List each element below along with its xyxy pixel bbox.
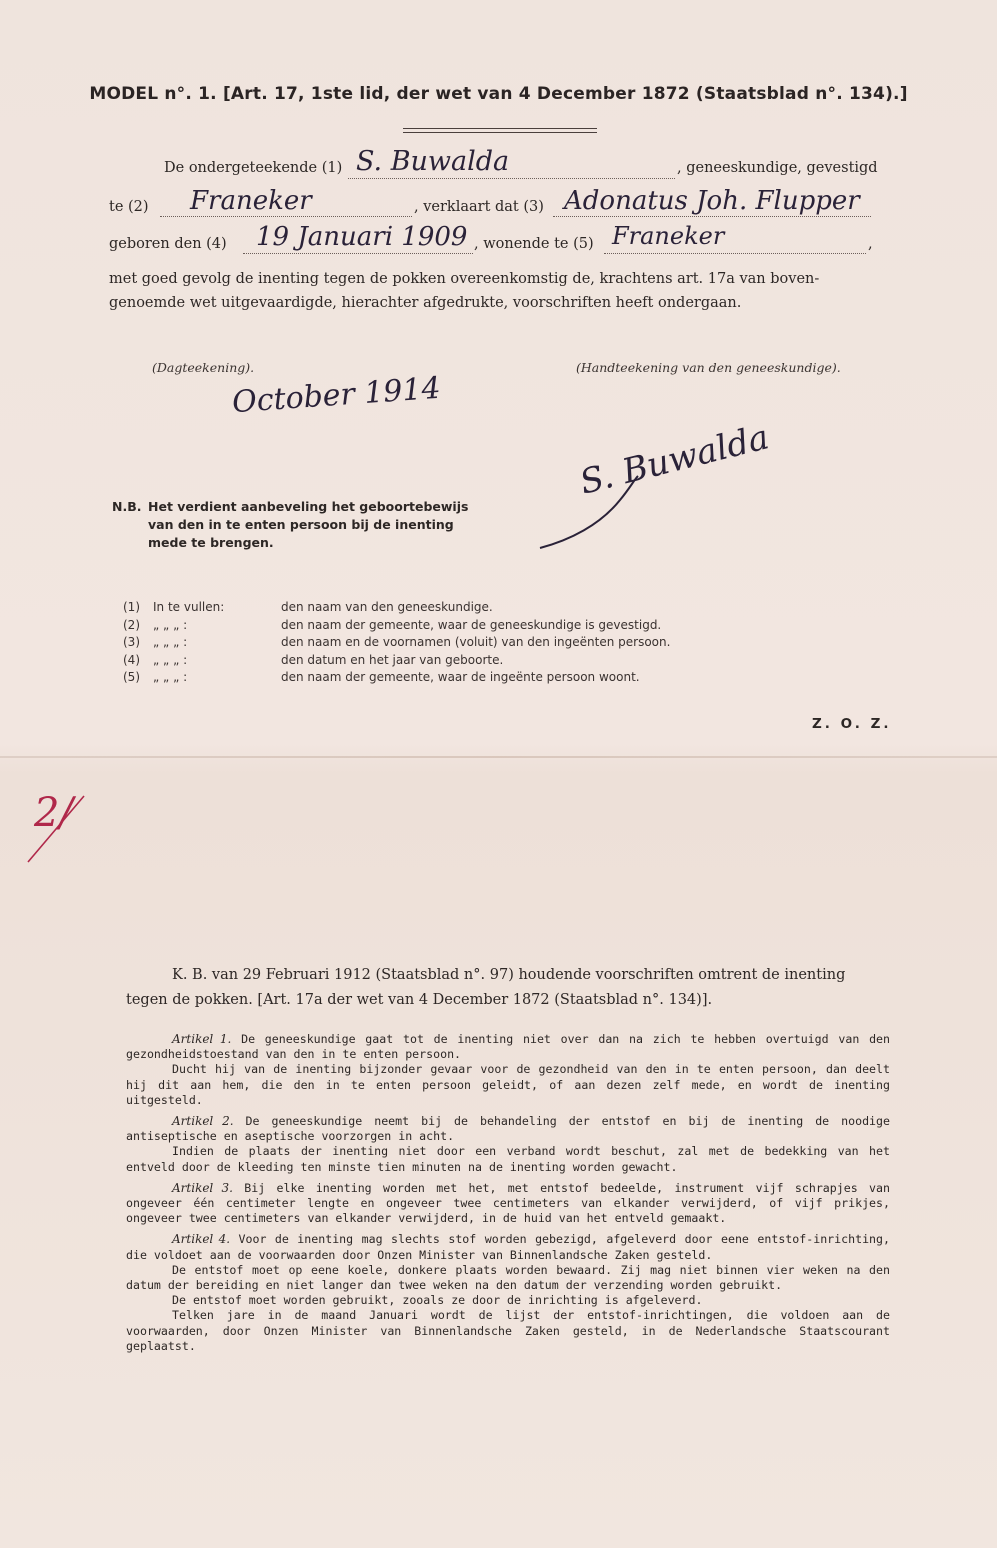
handwritten-person: Adonatus Joh. Flupper xyxy=(564,186,860,216)
article-text: Ducht hij van de inenting bijzonder gevaar voor de gezondheid van den in te enten persoon, dan deelt hij dit aan hem, die den in te enten persoon geleidt, of aan dezen zelf mede, en wordt de inenting uitgesteld. xyxy=(126,1062,890,1107)
decree-heading xyxy=(126,963,886,1013)
decl-line3-suffix: , xyxy=(868,236,873,252)
article-text: Indien de plaats der inenting niet door een verband wordt beschut, zal met de bedekking van het entveld door de kleeding ten minste tien minuten na de inenting worden gewacht. xyxy=(126,1144,890,1174)
nb-line1: Het verdient aanbeveling het geboortebewijs xyxy=(148,499,469,514)
document-title: MODEL n°. 1. [Art. 17, 1ste lid, der wet van 4 December 1872 (Staatsblad n°. 134).] xyxy=(89,84,908,104)
signature-label: (Handteekening van den geneeskundige). xyxy=(576,360,841,375)
handwritten-place: Franeker xyxy=(190,186,312,216)
red-mark-text: 2/ xyxy=(34,790,73,836)
article-label: Artikel 3. xyxy=(172,1180,233,1195)
article-text: Voor de inenting mag slechts stof worden gebezigd, afgeleverd door eene entstof-inrichting, die voldoet aan de voorwaarden door Onzen Minister van Binnenlandsche Zaken gesteld. xyxy=(126,1232,890,1262)
blank-residence xyxy=(604,253,866,254)
nb-note xyxy=(112,498,542,552)
article-text: De entstof moet op eene koele, donkere plaats worden bewaard. Zij mag niet binnen vier weken na den datum der bereiding en niet langer dan twee weken na den datum der verzending worden gebruikt. xyxy=(126,1262,890,1293)
title-rule-top xyxy=(403,128,597,129)
decl-line2-prefix: te (2) xyxy=(109,199,149,215)
paper-fold-line xyxy=(0,756,997,758)
signature-flourish xyxy=(530,470,650,560)
decl-line1-prefix: De ondergeteekende (1) xyxy=(164,160,343,176)
article-text: Telken jare in de maand Januari wordt de lijst der entstof-inrichtingen, die voldoen aan de voorwaarden, door Onzen Minister van Binnenlandsche Zaken gesteld, in de Nederlandsche Staatscourant geplaatst. xyxy=(126,1308,890,1353)
title-rule-bottom xyxy=(403,132,597,133)
nb-line3: mede te brengen. xyxy=(148,535,274,550)
article-1 xyxy=(126,1032,890,1108)
decl-line3-prefix: geboren den (4) xyxy=(109,236,227,252)
article-text: De geneeskundige gaat tot de inenting niet over dan na zich te hebben overtuigd van den gezondheidstoestand van den in te enten persoon. xyxy=(126,1032,891,1062)
handwritten-signature: S. Buwalda xyxy=(576,417,773,503)
footnote-item: (5) „ „ „ : den naam der gemeente, waar de ingeënte persoon woont. xyxy=(123,670,640,684)
blank-person xyxy=(553,216,871,217)
footnote-item: (3) „ „ „ : den naam en de voornamen (voluit) van den ingeënten persoon. xyxy=(123,635,671,649)
declaration-body-line1: met goed gevolg de inenting tegen de pokken overeenkomstig de, krachtens art. 17a van boven- xyxy=(109,271,820,287)
red-slash-stroke xyxy=(20,790,90,870)
nb-label: N.B. xyxy=(112,499,142,514)
article-text: Bij elke inenting worden met het, met entstof bedeelde, instrument vijf schrapjes van ongeveer één centimeter lengte en ongeveer twee centimeters van elkander verwijderd, of vijf prikjes, ongeveer twee centimeters van elkander verwijderd, in de huid van het entveld gemaakt. xyxy=(126,1180,890,1226)
footnote-item: (1) In te vullen: den naam van den geneeskundige. xyxy=(123,600,493,614)
decree-line1: K. B. van 29 Februari 1912 (Staatsblad n°. 97) houdende voorschriften omtrent de inenting xyxy=(172,967,846,983)
decree-line2: tegen de pokken. [Art. 17a der wet van 4 December 1872 (Staatsblad n°. 134)]. xyxy=(126,992,713,1008)
article-label: Artikel 2. xyxy=(172,1114,234,1129)
decl-line2-middle: , verklaart dat (3) xyxy=(414,199,544,215)
decl-line1-suffix: , geneeskundige, gevestigd xyxy=(677,160,878,176)
handwritten-residence: Franeker xyxy=(612,222,725,250)
blank-birth-date xyxy=(243,253,473,254)
decl-line3-middle: , wonende te (5) xyxy=(474,236,594,252)
handwritten-birth-date: 19 Januari 1909 xyxy=(256,222,468,252)
article-4 xyxy=(126,1232,890,1354)
article-text: De geneeskundige neemt bij de behandeling der entstof en bij de inenting de noodige antiseptische en aseptische voorzorgen in acht. xyxy=(126,1114,890,1144)
blank-place xyxy=(160,216,412,217)
handwritten-physician: S. Buwalda xyxy=(356,146,510,177)
footnotes xyxy=(123,600,670,688)
declaration-body-line2: genoemde wet uitgevaardigde, hierachter afgedrukte, voorschriften heeft ondergaan. xyxy=(109,295,742,311)
article-3 xyxy=(126,1181,890,1227)
article-text: De entstof moet worden gebruikt, zooals ze door de inrichting is afgeleverd. xyxy=(172,1293,703,1308)
footnote-item: (4) „ „ „ : den datum en het jaar van geboorte. xyxy=(123,652,504,667)
footnote-item: (2) „ „ „ : den naam der gemeente, waar de geneeskundige is gevestigd. xyxy=(123,617,662,632)
blank-physician xyxy=(348,178,675,179)
zoz-marker: Z. O. Z. xyxy=(812,716,892,732)
article-label: Artikel 1. xyxy=(172,1032,232,1046)
nb-line2: van den in te enten persoon bij de inenting xyxy=(148,517,454,532)
articles xyxy=(126,1032,890,1360)
date-label: (Dagteekening). xyxy=(152,360,255,375)
declaration-body xyxy=(109,267,875,315)
article-2 xyxy=(126,1114,890,1175)
handwritten-date: October 1914 xyxy=(231,370,442,421)
article-label: Artikel 4. xyxy=(172,1232,231,1247)
